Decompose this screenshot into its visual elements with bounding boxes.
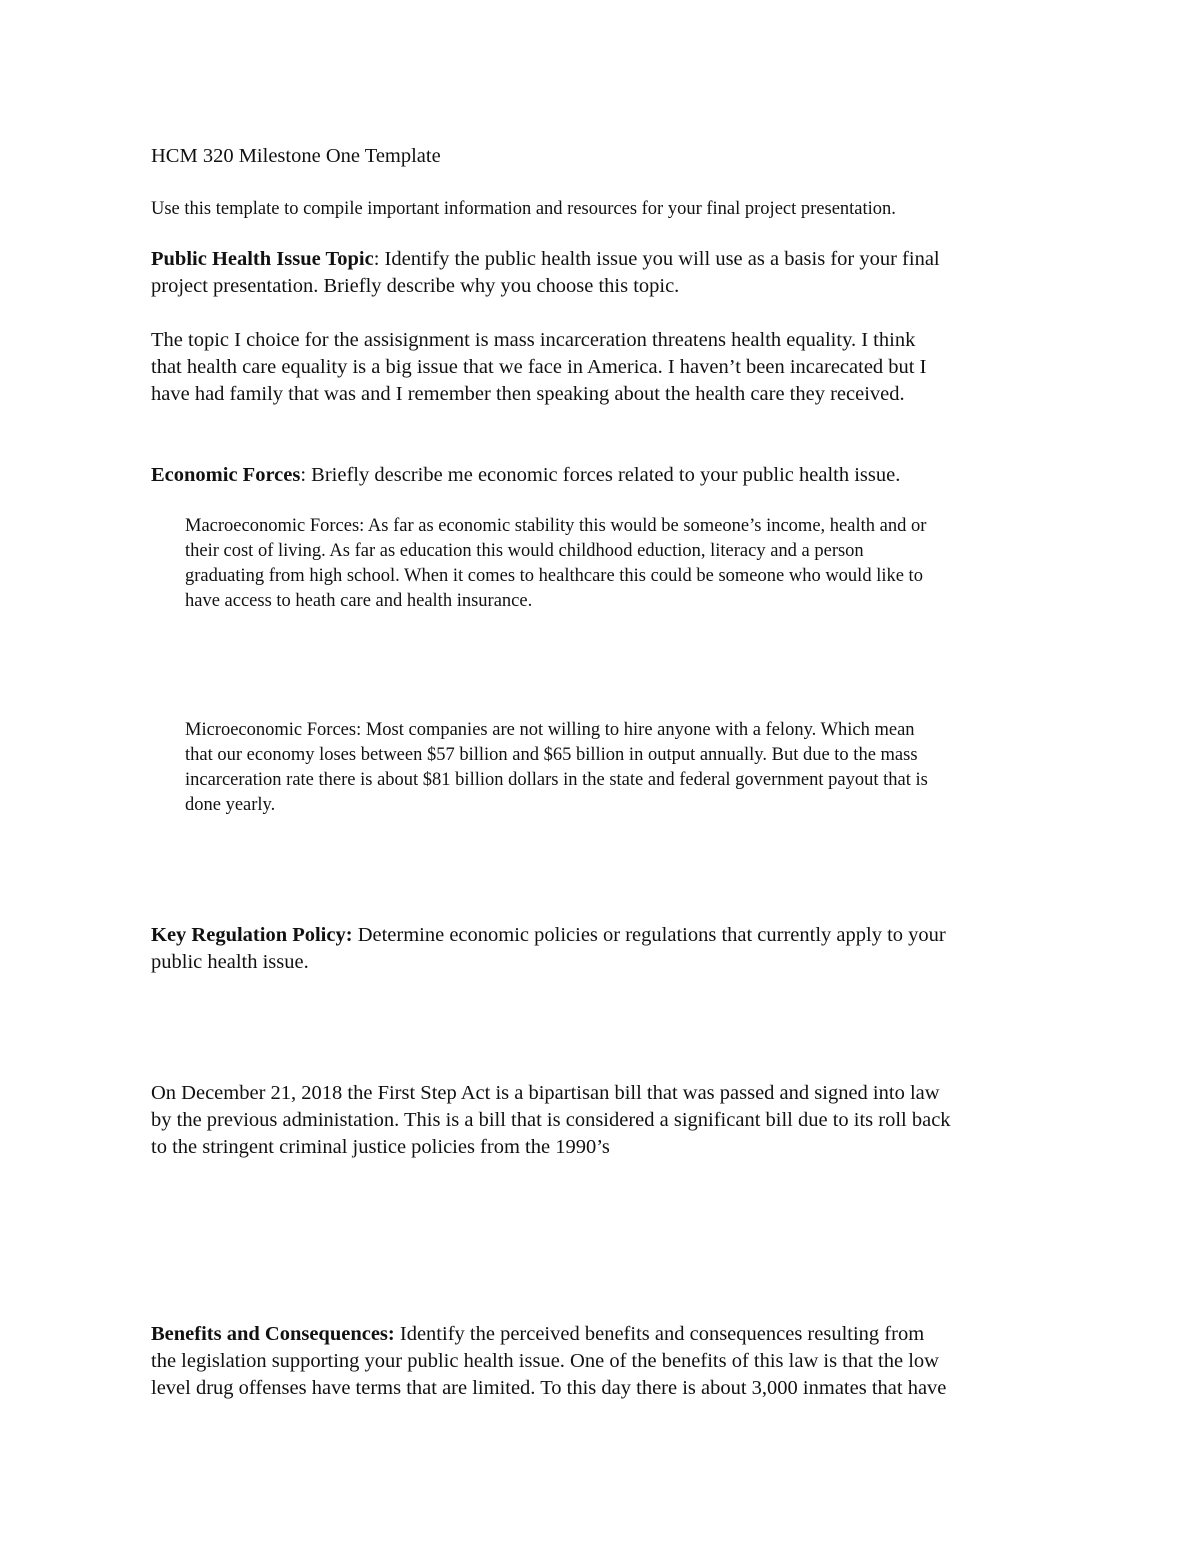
document-title: HCM 320 Milestone One Template [151, 145, 441, 167]
key-regulation-prompt: Key Regulation Policy: Determine economic policies or regulations that currently apply to your public health issue. [151, 924, 946, 973]
public-health-heading: Public Health Issue Topic [151, 248, 374, 270]
benefits-consequences: Benefits and Consequences: Identify the perceived benefits and consequences resulting from the legislation supporting your public health issue. One of the benefits of this law is that the low level drug offenses have terms that are limited. To this day there is about 3,000 inmates that have [151, 1323, 947, 1399]
intro-text: Use this template to compile important information and resources for your final project presentation. [151, 199, 896, 219]
public-health-answer: The topic I choice for the assisignment is mass incarceration threatens health equality. I think that health care equality is a big issue that we face in America. I haven’t been incarecated but I have had family that was and I remember then speaking about the health care they received. [151, 329, 927, 405]
benefits-heading: Benefits and Consequences: [151, 1323, 395, 1345]
economic-forces-prompt: Economic Forces: Briefly describe me economic forces related to your public health issue. [151, 464, 901, 486]
microeconomic-forces: Microeconomic Forces: Most companies are not willing to hire anyone with a felony. Which mean that our economy loses between $57 billion and $65 billion in output annually. But due to the mass incarceration rate there is about $81 billion dollars in the state and federal government payout that is done yearly. [185, 720, 928, 815]
macroeconomic-forces: Macroeconomic Forces: As far as economic stability this would be someone’s income, health and or their cost of living. As far as education this would childhood eduction, literacy and a person graduating from high school. When it comes to healthcare this could be someone who would like to have access to heath care and health insurance. [185, 516, 927, 611]
key-regulation-heading: Key Regulation Policy: [151, 924, 353, 946]
economic-forces-heading: Economic Forces [151, 464, 301, 486]
key-regulation-answer: On December 21, 2018 the First Step Act is a bipartisan bill that was passed and signed into law by the previous administation. This is a bill that is considered a significant bill due to its roll back to the stringent criminal justice policies from the 1990’s [151, 1082, 951, 1158]
public-health-prompt: Public Health Issue Topic: Identify the public health issue you will use as a basis for your final project presentation. Briefly describe why you choose this topic. [151, 248, 940, 297]
